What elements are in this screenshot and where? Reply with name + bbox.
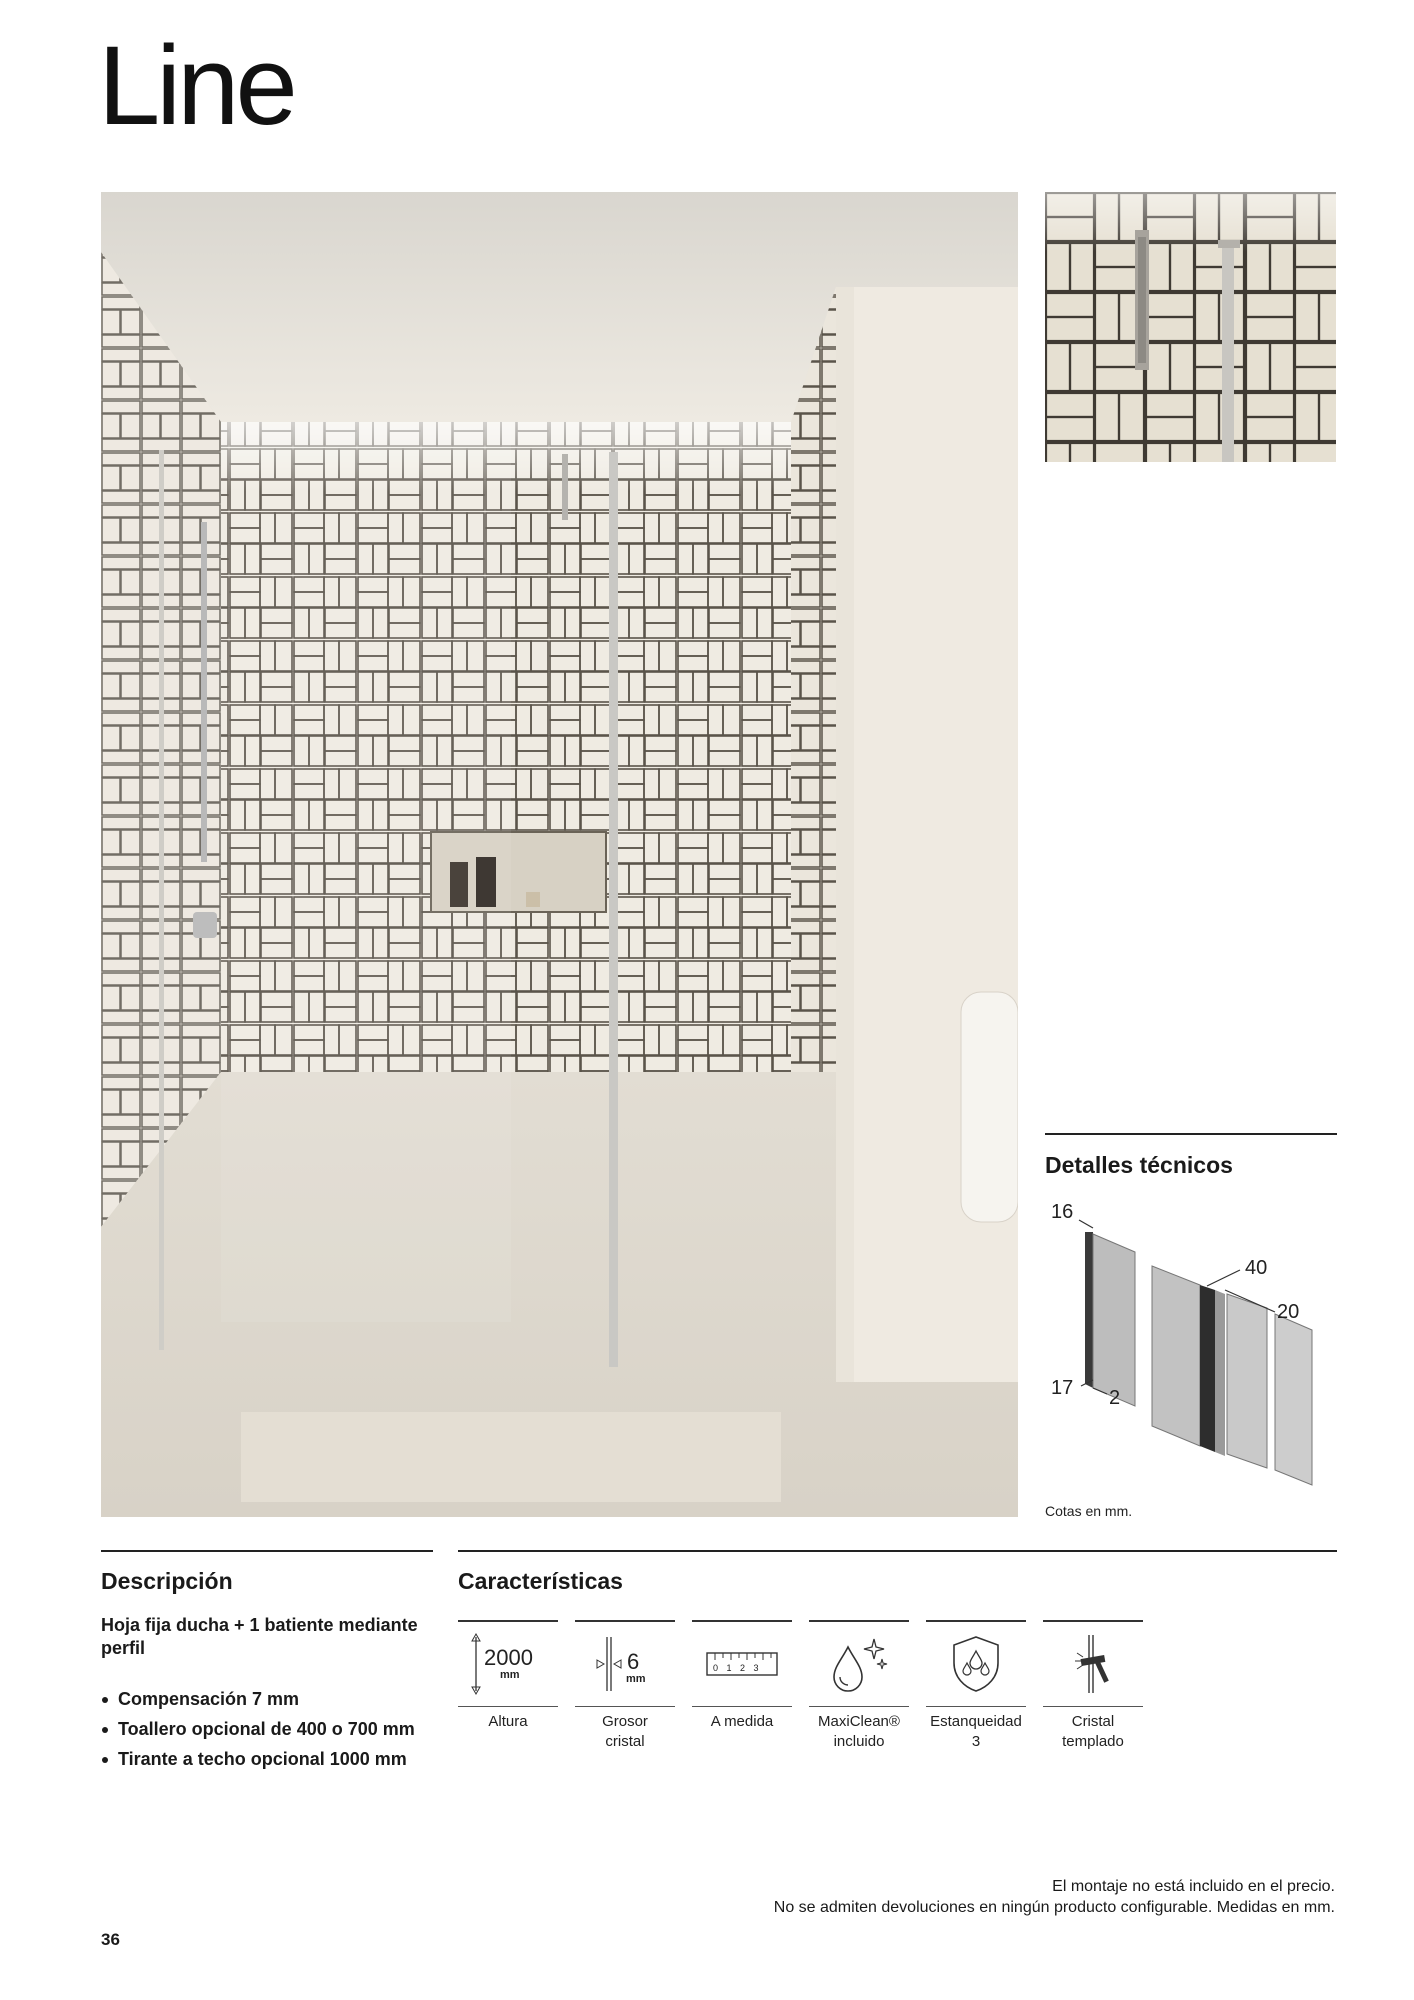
footer-line: El montaje no está incluido en el precio.: [1052, 1878, 1335, 1895]
svg-text:mm: mm: [500, 1669, 520, 1681]
features-divider: [458, 1550, 1337, 1552]
feature-watertightness: [926, 1620, 1026, 1752]
dimensions-note: Cotas en mm.: [1045, 1503, 1133, 1519]
footer-note: [774, 1876, 1335, 1918]
description-subtitle: Hoja fija ducha + 1 batiente mediante perfil: [101, 1615, 418, 1658]
list-item: Compensación 7 mm: [101, 1684, 461, 1714]
shower-profile-detail-photo: [1045, 192, 1336, 462]
svg-text:0 1 2 3: 0 1 2 3: [713, 1663, 762, 1673]
feature-maxiclean: [809, 1620, 909, 1752]
dim-40: 40: [1245, 1257, 1268, 1279]
dim-17: 17: [1051, 1377, 1074, 1399]
feature-label: Estanqueidad 3: [930, 1713, 1022, 1750]
profile-diagram: [1045, 1190, 1337, 1490]
drop-sparkle-icon: [809, 1622, 909, 1706]
height-icon: [458, 1622, 558, 1706]
shower-enclosure-photo: [101, 192, 1018, 1517]
page-title: Line: [98, 23, 294, 148]
feature-tempered-glass: [1043, 1620, 1143, 1752]
list-item: Tirante a techo opcional 1000 mm: [101, 1744, 461, 1774]
shield-drops-icon: [926, 1622, 1026, 1706]
page-number: 36: [101, 1930, 120, 1949]
list-item: Toallero opcional de 400 o 700 mm: [101, 1714, 461, 1744]
feature-label: MaxiClean® incluido: [818, 1713, 900, 1750]
description-heading: Descripción: [101, 1568, 233, 1594]
dim-20: 20: [1277, 1301, 1300, 1323]
svg-text:2000: 2000: [484, 1645, 533, 1670]
ruler-icon: [692, 1622, 792, 1706]
features-heading: Características: [458, 1568, 623, 1594]
feature-custom-size: [692, 1620, 792, 1732]
description-list: [101, 1684, 461, 1774]
tech-heading: Detalles técnicos: [1045, 1152, 1233, 1178]
dim-2: 2: [1109, 1387, 1121, 1409]
feature-label: Grosor cristal: [602, 1713, 648, 1750]
feature-label: Altura: [488, 1713, 528, 1730]
description-divider: [101, 1550, 433, 1552]
dim-16: 16: [1051, 1201, 1074, 1223]
tempered-glass-icon: [1043, 1622, 1143, 1706]
feature-label: Cristal templado: [1062, 1713, 1124, 1750]
svg-text:mm: mm: [626, 1673, 646, 1685]
thickness-icon: [575, 1622, 675, 1706]
feature-thickness: [575, 1620, 675, 1752]
svg-text:6: 6: [627, 1649, 640, 1674]
feature-height: [458, 1620, 558, 1732]
tech-divider: [1045, 1133, 1337, 1135]
footer-line: No se admiten devoluciones en ningún producto configurable. Medidas en mm.: [773, 1899, 1335, 1916]
feature-label: A medida: [710, 1713, 774, 1730]
